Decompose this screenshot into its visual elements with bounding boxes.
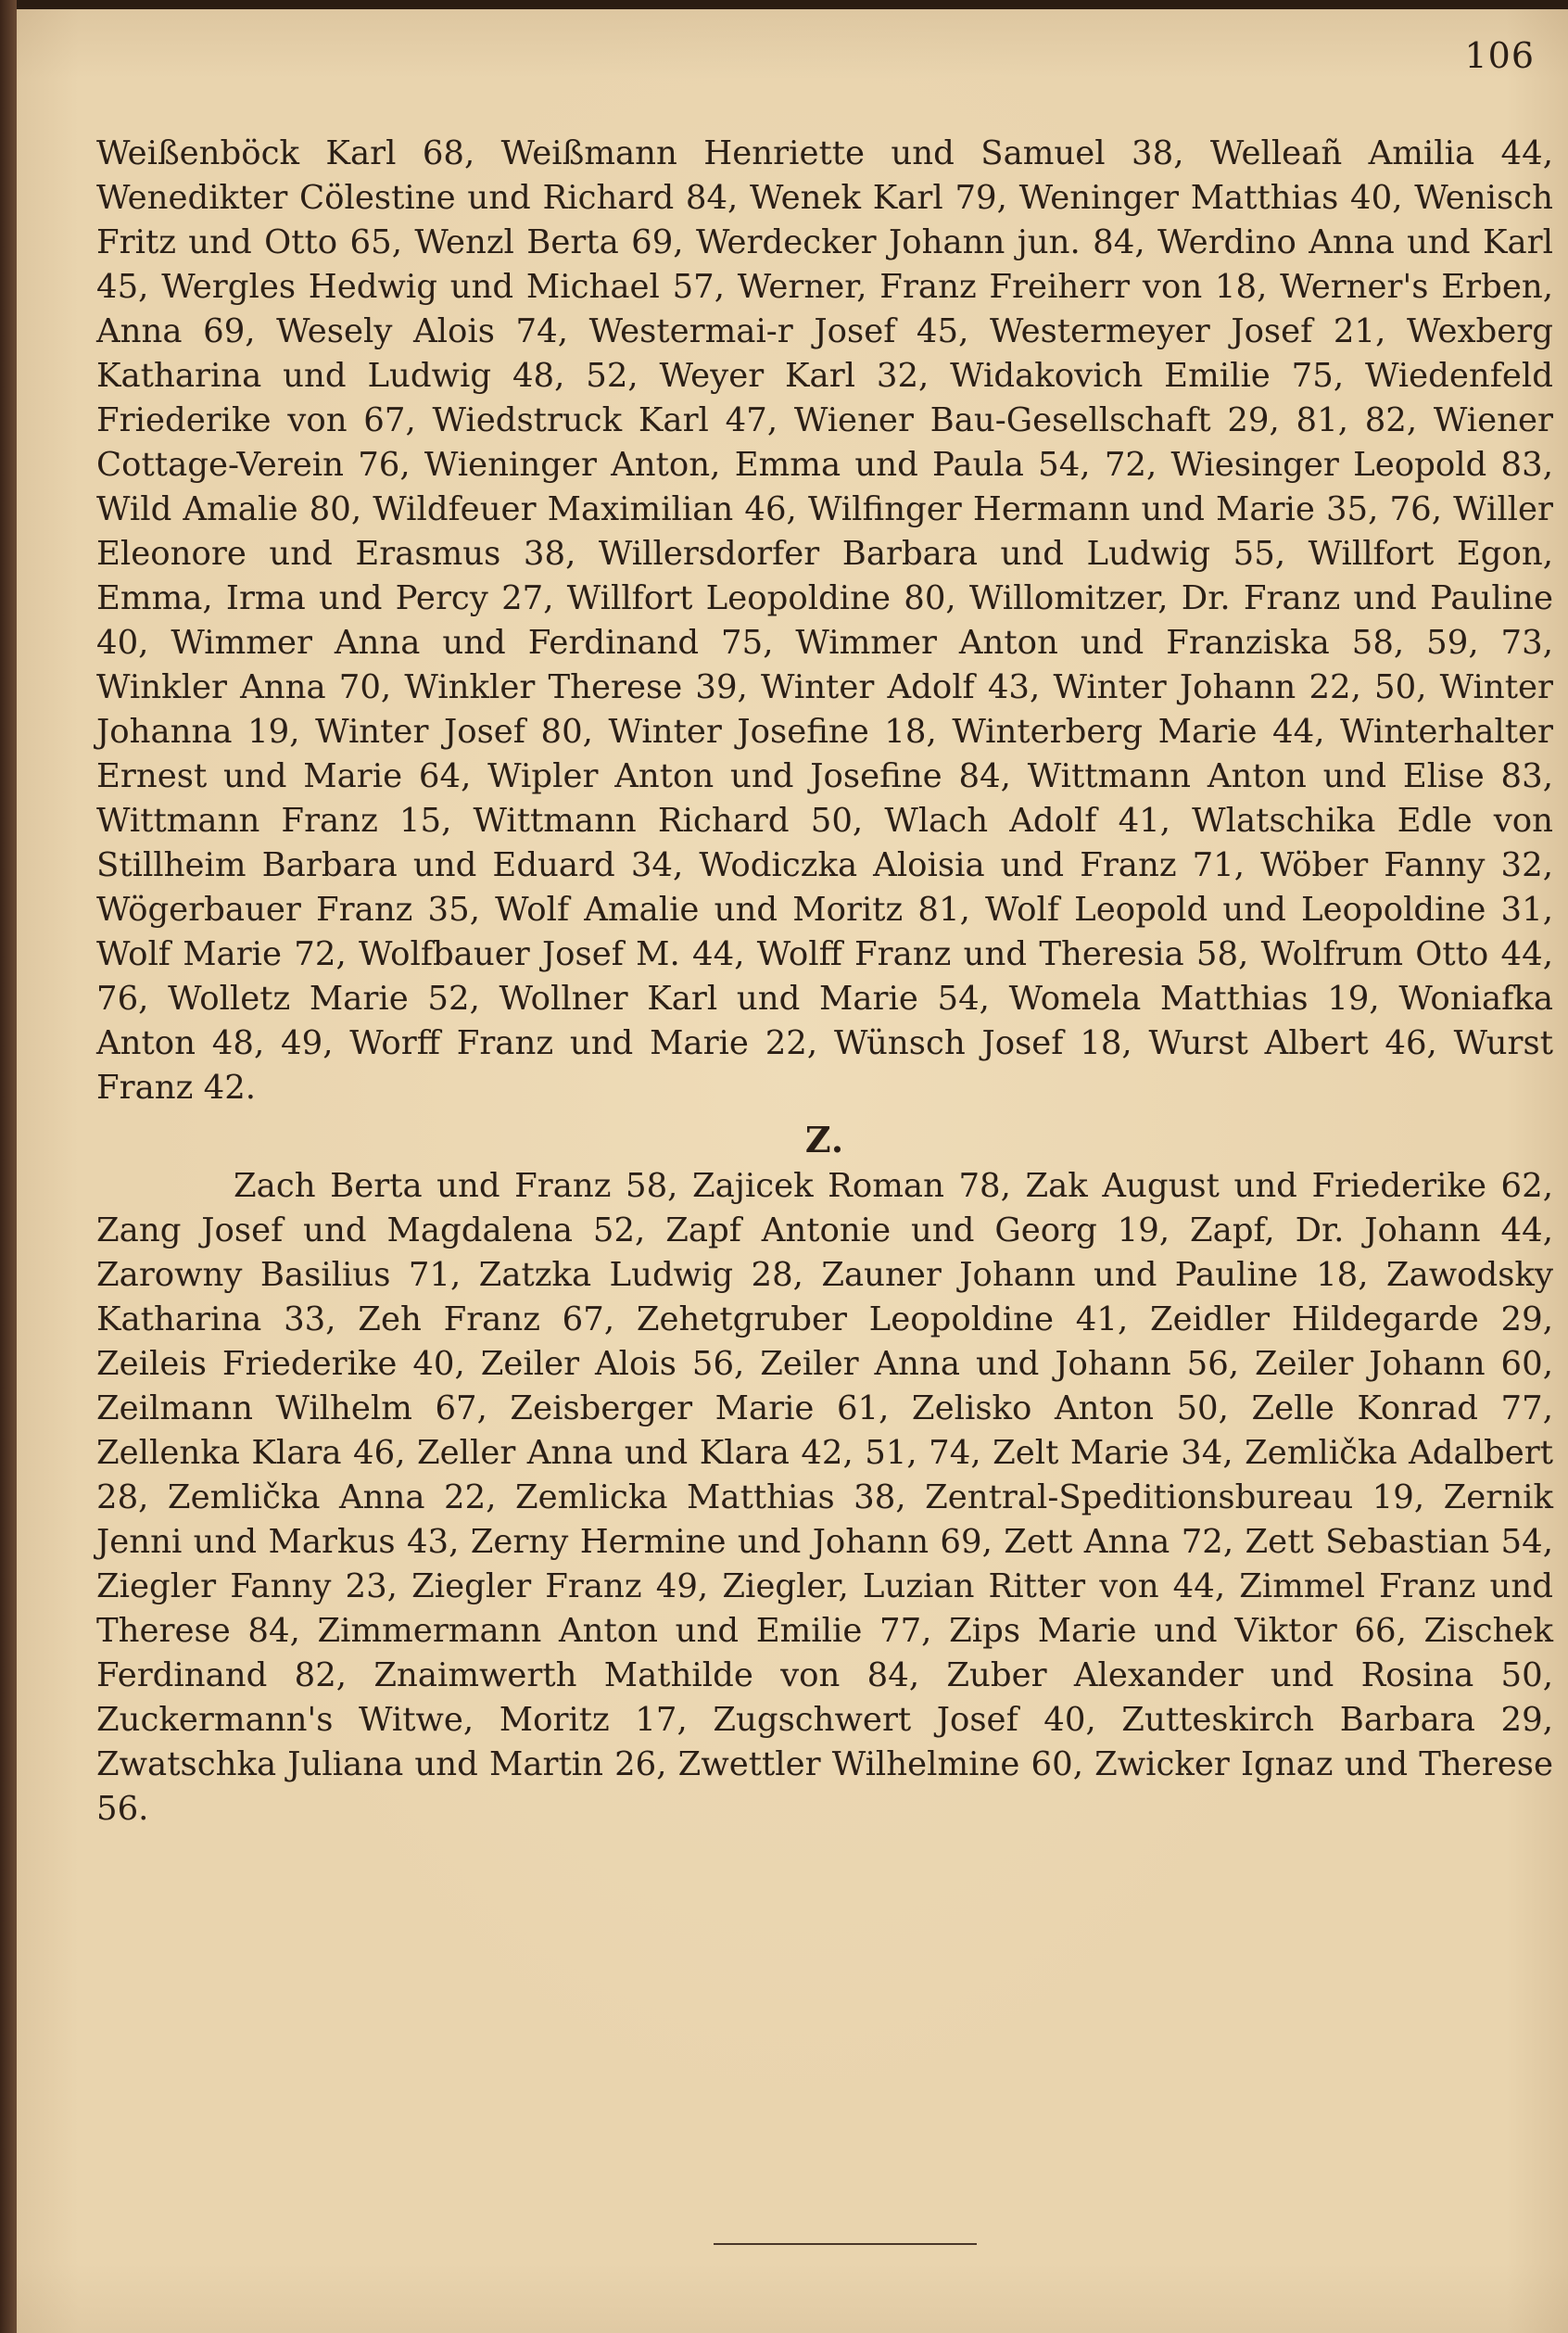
page-number: 106	[1464, 35, 1535, 76]
end-rule	[714, 2243, 977, 2245]
scan-binding-edge	[0, 0, 17, 2333]
index-paragraph-w: Weißenböck Karl 68, Weißmann Henriette und Samuel 38, Welleañ Amilia 44, Wenedikter Cölestine und Richard 84, Wenek Karl 79, Weninger Matthias 40, Wenisch Fritz und Otto 65, Wenzl Berta 69, Werdecker Johann jun. 84, Werdino Anna und Karl 45, Wergles Hedwig und Michael 57, Werner, Franz Freiherr von 18, Werner's Erben, Anna 69, Wesely Alois 74, Westermai-r Josef 45, Westermeyer Josef 21, Wexberg Katharina und Ludwig 48, 52, Weyer Karl 32, Widakovich Emilie 75, Wiedenfeld Friederike von 67, Wiedstruck Karl 47, Wiener Bau-Gesellschaft 29, 81, 82, Wiener Cottage-Verein 76, Wieninger Anton, Emma und Paula 54, 72, Wiesinger Leopold 83, Wild Amalie 80, Wildfeuer Maximilian 46, Wilfinger Hermann und Marie 35, 76, Willer Eleonore und Erasmus 38, Willersdorfer Barbara und Ludwig 55, Willfort Egon, Emma, Irma und Percy 27, Willfort Leopoldine 80, Willomitzer, Dr. Franz und Pauline 40, Wimmer Anna und Ferdinand 75, Wimmer Anton und Franziska 58, 59, 73, Winkler Anna 70, Winkler Therese 39, Winter Adolf 43, Winter Johann 22, 50, Winter Johanna 19, Winter Josef 80, Winter Josefine 18, Winterberg Marie 44, Winterhalter Ernest und Marie 64, Wipler Anton und Josefine 84, Wittmann Anton und Elise 83, Wittmann Franz 15, Wittmann Richard 50, Wlach Adolf 41, Wlatschika Edle von Stillheim Barbara und Eduard 34, Wodiczka Aloisia und Franz 71, Wöber Fanny 32, Wögerbauer Franz 35, Wolf Amalie und Moritz 81, Wolf Leopold und Leopoldine 31, Wolf Marie 72, Wolfbauer Josef M. 44, Wolff Franz und Theresia 58, Wolfrum Otto 44, 76, Wolletz Marie 52, Wollner Karl und Marie 54, Womela Matthias 19, Woniafka Anton 48, 49, Worff Franz und Marie 22, Wünsch Josef 18, Wurst Albert 46, Wurst Franz 42.	[96, 134, 1553, 1107]
index-column	[96, 132, 1553, 1832]
section-heading-z: Z.	[804, 1119, 845, 1160]
book-page	[17, 9, 1568, 2333]
scan-top-border	[0, 0, 1568, 9]
index-paragraph-z: Zach Berta und Franz 58, Zajicek Roman 78, Zak August und Friederike 62, Zang Josef und Magdalena 52, Zapf Antonie und Georg 19, Zapf, Dr. Johann 44, Zarowny Basilius 71, Zatzka Ludwig 28, Zauner Johann und Pauline 18, Zawodsky Katharina 33, Zeh Franz 67, Zehetgruber Leopoldine 41, Zeidler Hildegarde 29, Zeileis Friederike 40, Zeiler Alois 56, Zeiler Anna und Johann 56, Zeiler Johann 60, Zeilmann Wilhelm 67, Zeisberger Marie 61, Zelisko Anton 50, Zelle Konrad 77, Zellenka Klara 46, Zeller Anna und Klara 42, 51, 74, Zelt Marie 34, Zemlička Adalbert 28, Zemlička Anna 22, Zemlicka Matthias 38, Zentral-Speditionsbureau 19, Zernik Jenni und Markus 43, Zerny Hermine und Johann 69, Zett Anna 72, Zett Sebastian 54, Ziegler Fanny 23, Ziegler Franz 49, Ziegler, Luzian Ritter von 44, Zimmel Franz und Therese 84, Zimmermann Anton und Emilie 77, Zips Marie und Viktor 66, Zischek Ferdinand 82, Znaimwerth Mathilde von 84, Zuber Alexander und Rosina 50, Zuckermann's Witwe, Moritz 17, Zugschwert Josef 40, Zutteskirch Barbara 29, Zwatschka Juliana und Martin 26, Zwettler Wilhelmine 60, Zwicker Ignaz und Therese 56.	[96, 1167, 1553, 1828]
